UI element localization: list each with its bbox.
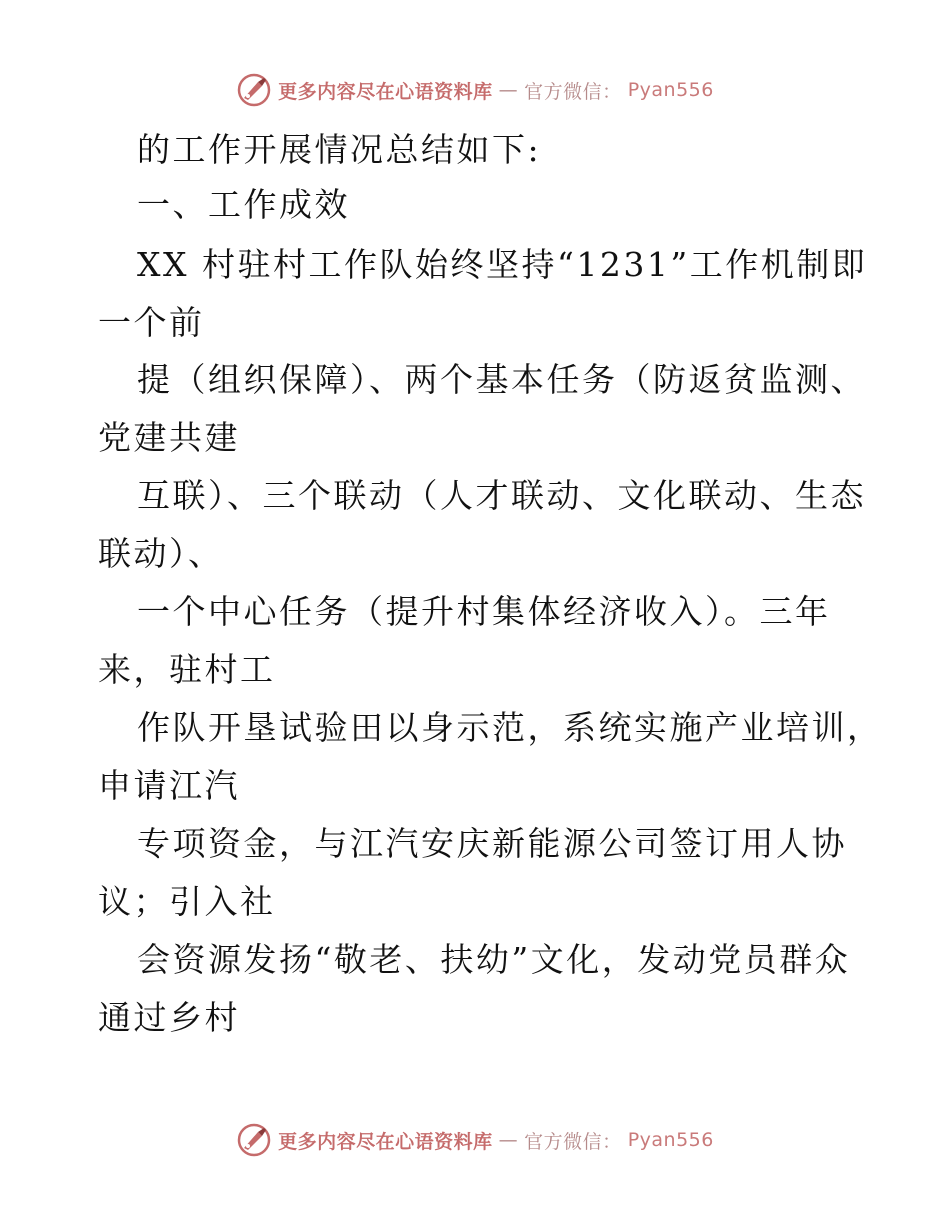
watermark-id-text: Pyan556: [627, 79, 714, 101]
text-line: 作队开垦试验田以身示范，系统实施产业培训，: [137, 708, 883, 747]
text-line: 联动）、: [98, 534, 224, 573]
header-watermark: [0, 70, 950, 110]
watermark-dash: —: [498, 1129, 519, 1151]
text-line: 会资源发扬“敬老、扶幼”文化，发动党员群众: [137, 940, 851, 979]
text-line: 一个中心任务（提升村集体经济收入）。三年: [137, 592, 831, 631]
text-line: 提（组织保障）、两个基本任务（防返贫监测、: [137, 360, 866, 399]
text-line: 议；引入社: [98, 882, 276, 921]
text-line: 一个前: [98, 303, 205, 342]
text-line: 来，驻村工: [98, 650, 276, 689]
watermark-sub-text: 官方微信：: [524, 80, 622, 103]
text-line: 的工作开展情况总结如下:: [137, 130, 542, 169]
text-line: 申请江汽: [98, 766, 240, 805]
watermark-main-text: 更多内容尽在心语资料库: [278, 1130, 493, 1153]
quill-logo-icon: [236, 1122, 272, 1158]
text-line: 党建共建: [98, 418, 240, 457]
text-line: 互联）、三个联动（人才联动、文化联动、生态: [137, 476, 866, 515]
quill-logo-icon: [236, 72, 272, 108]
footer-watermark: [0, 1120, 950, 1160]
watermark-id-text: Pyan556: [627, 1129, 714, 1151]
watermark-main-text: 更多内容尽在心语资料库: [278, 80, 493, 103]
text-line: 专项资金，与江汽安庆新能源公司签订用人协: [137, 824, 847, 863]
text-line: 一、工作成效: [137, 185, 350, 224]
watermark-sub-text: 官方微信：: [524, 1130, 622, 1153]
watermark-dash: —: [498, 79, 519, 101]
text-line: 通过乡村: [98, 998, 240, 1037]
text-line: XX 村驻村工作队始终坚持“1231”工作机制即: [137, 245, 868, 284]
